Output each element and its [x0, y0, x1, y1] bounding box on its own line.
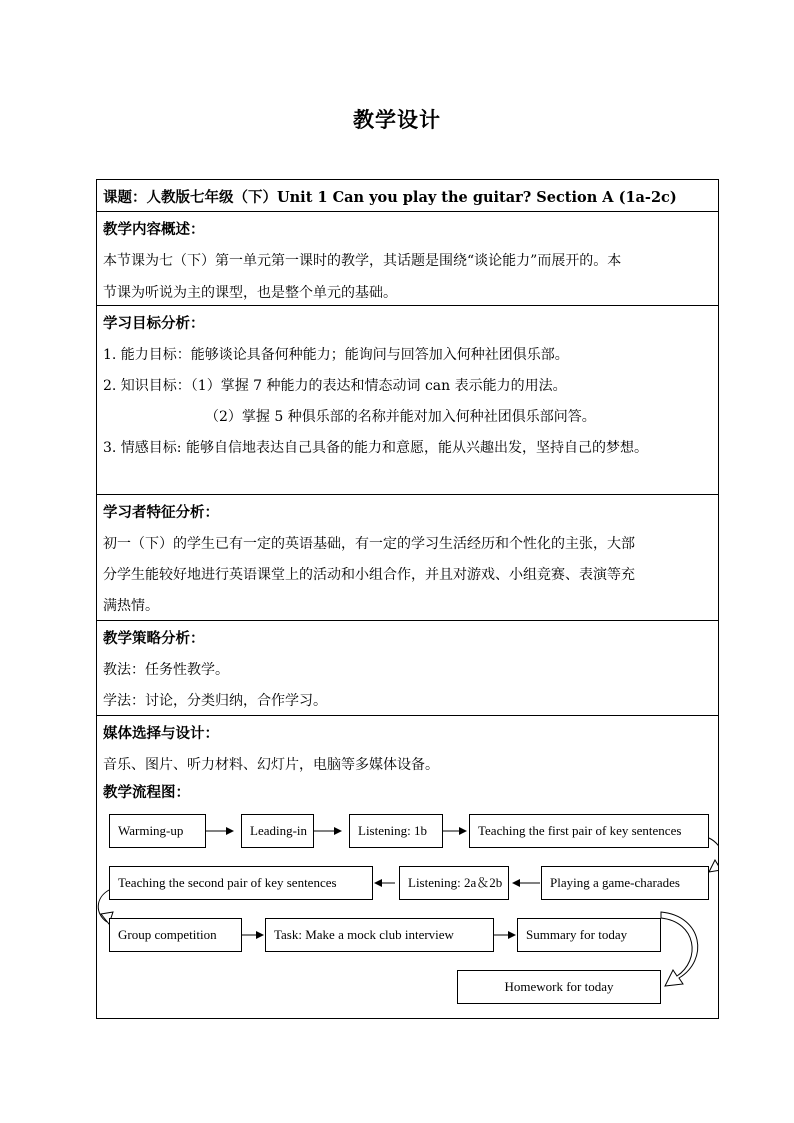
flow-step-group-competition: Group competition: [109, 918, 242, 952]
overview-line: 本节课为七（下）第一单元第一课时的教学，其话题是围绕“谈论能力”而展开的。本: [103, 253, 622, 269]
page-title: 教学设计: [353, 107, 441, 132]
objective-line: 2. 知识目标：（1）掌握 7 种能力的表达和情态动词 can 表示能力的用法。: [103, 378, 567, 394]
learners-line: 初一（下）的学生已有一定的英语基础，有一定的学习生活经历和个性化的主张，大部: [103, 536, 635, 552]
flow-step-first-pair: Teaching the first pair of key sentences: [469, 814, 709, 848]
objective-line: 1. 能力目标：能够谈论具备何种能力；能询问与回答加入何种社团俱乐部。: [103, 347, 569, 363]
learners-line: 分学生能较好地进行英语课堂上的活动和小组合作，并且对游戏、小组竞赛、表演等充: [103, 567, 635, 583]
strategy-line: 教法：任务性教学。: [103, 662, 229, 678]
objective-line: 3. 情感目标: 能够自信地表达自己具备的能力和意愿，能从兴趣出发，坚持自己的梦想。: [103, 440, 648, 456]
strategy-section: [97, 621, 718, 716]
topic-heading: 课题：人教版七年级（下）Unit 1 Can you play the guitar? Section A (1a-2c): [103, 189, 677, 206]
flow-step-listening-2a2b: Listening: 2a＆2b: [399, 866, 509, 900]
flow-step-leading-in: Leading-in: [241, 814, 314, 848]
learners-section: [97, 495, 718, 621]
flow-heading-row: [97, 777, 718, 807]
media-line: 音乐、图片、听力材料、幻灯片，电脑等多媒体设备。: [103, 757, 439, 773]
objectives-heading: 学习目标分析：: [103, 315, 205, 332]
learners-heading: 学习者特征分析：: [103, 504, 219, 521]
lesson-plan-table: [96, 179, 719, 1019]
overview-heading: 教学内容概述：: [103, 221, 205, 238]
objectives-section: [97, 306, 718, 495]
curved-arrow-right-2: [661, 912, 698, 986]
media-section: [97, 716, 718, 777]
flow-heading: 教学流程图：: [103, 784, 190, 801]
flow-step-homework: Homework for today: [457, 970, 661, 1004]
strategy-heading: 教学策略分析：: [103, 630, 205, 647]
strategy-line: 学法：讨论，分类归纳，合作学习。: [103, 693, 327, 709]
overview-line: 节课为听说为主的课型，也是整个单元的基础。: [103, 285, 397, 301]
topic-row: [97, 180, 718, 212]
media-heading: 媒体选择与设计：: [103, 725, 219, 742]
flow-step-mock-interview: Task: Make a mock club interview: [265, 918, 494, 952]
objective-line: （2）掌握 5 种俱乐部的名称并能对加入何种社团俱乐部问答。: [205, 409, 596, 425]
flow-step-charades: Playing a game-charades: [541, 866, 709, 900]
overview-section: [97, 212, 718, 306]
flow-step-warming-up: Warming-up: [109, 814, 206, 848]
flow-step-summary: Summary for today: [517, 918, 661, 952]
flow-step-second-pair: Teaching the second pair of key sentences: [109, 866, 373, 900]
flow-step-listening-1b: Listening: 1b: [349, 814, 443, 848]
flowchart: [97, 810, 718, 1050]
learners-line: 满热情。: [103, 598, 159, 614]
